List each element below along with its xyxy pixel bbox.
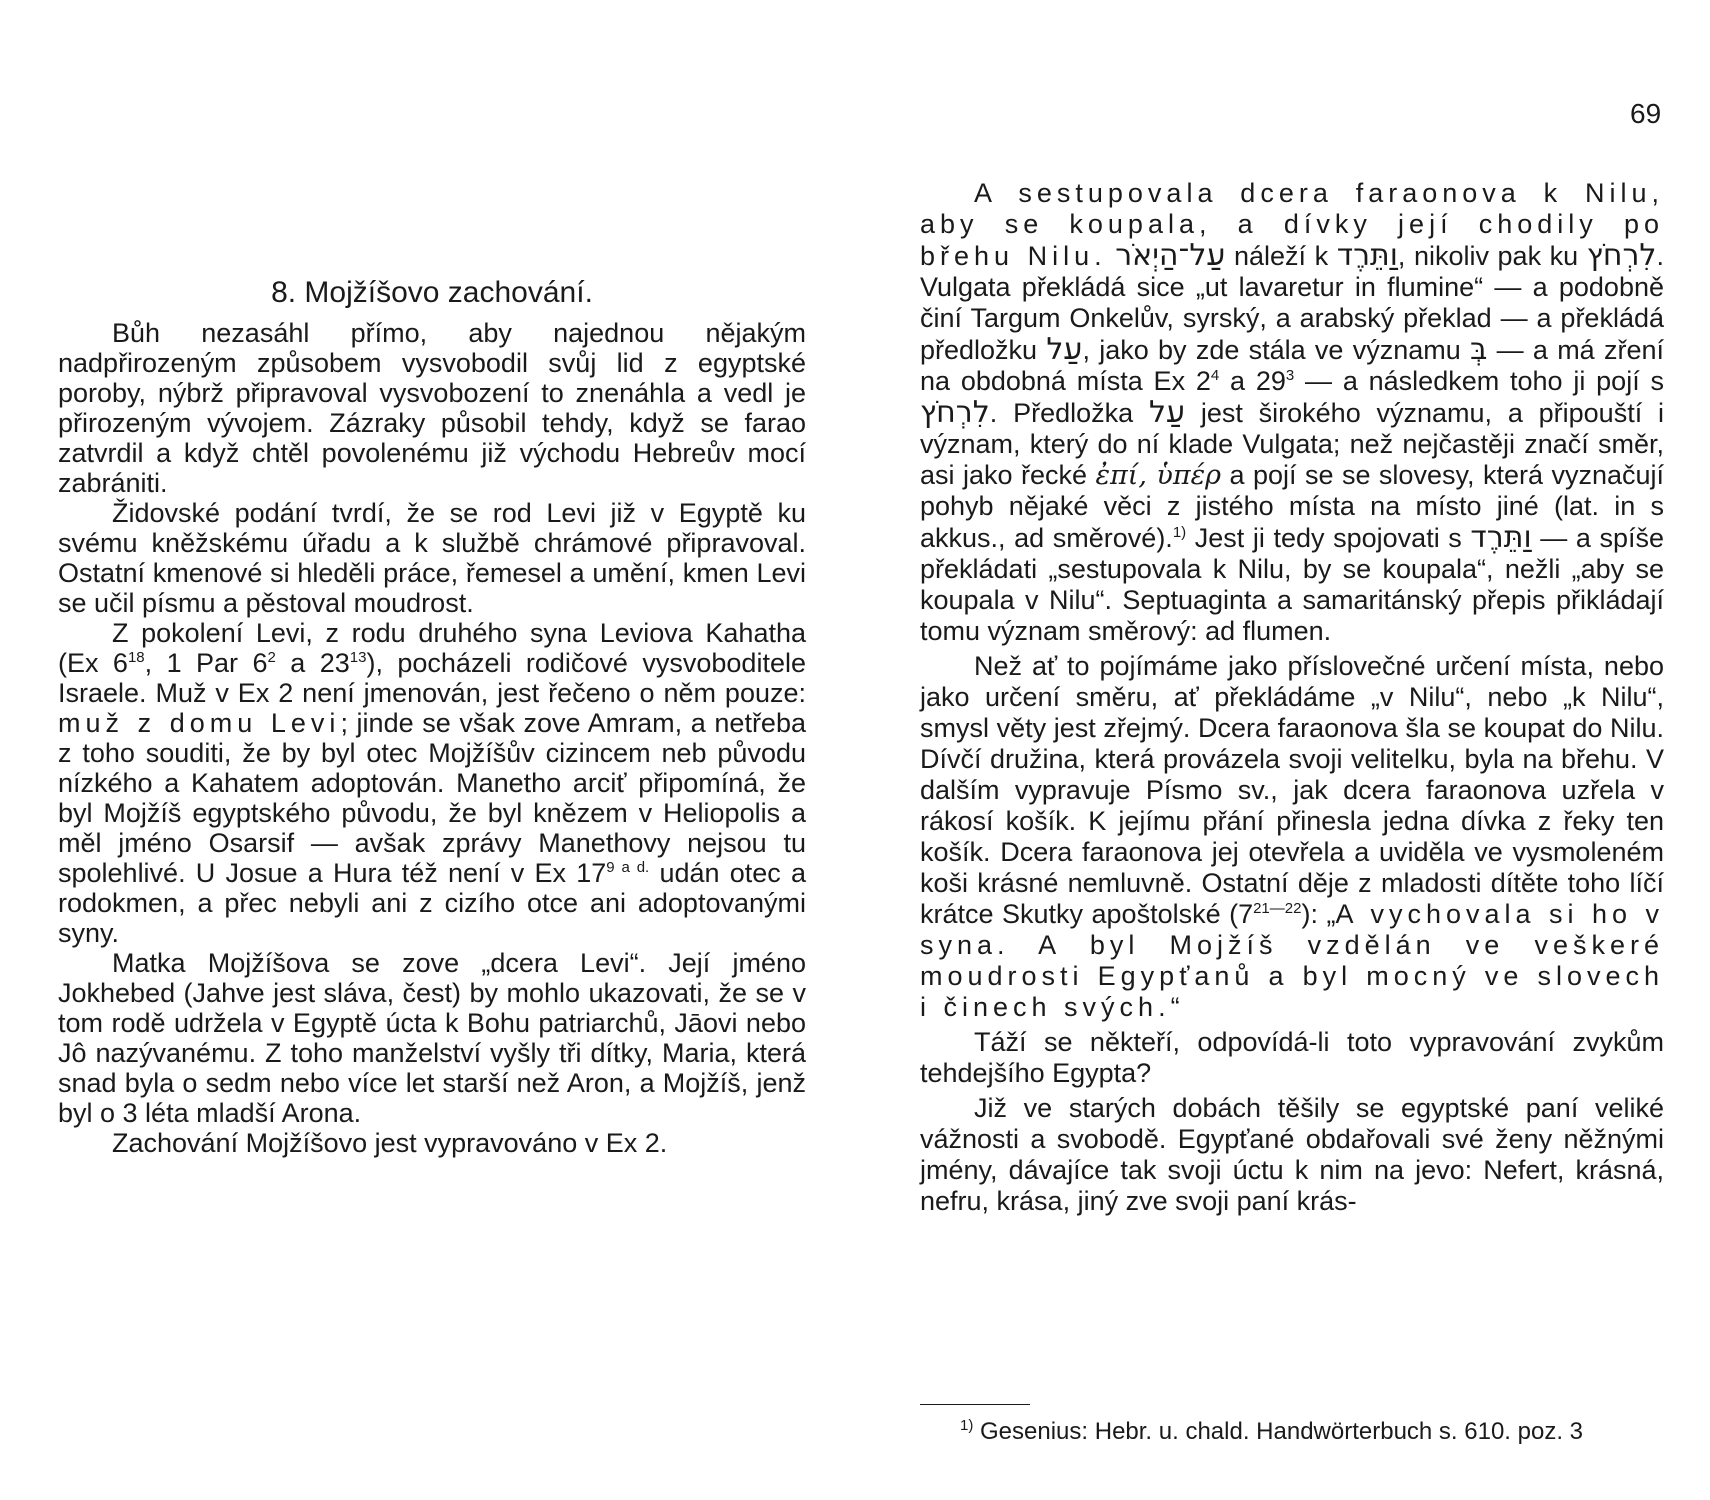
footnote-marker: 1) bbox=[960, 1417, 974, 1434]
spaced-quote: muž z domu Levi bbox=[58, 708, 341, 738]
hebrew-word: וַתֵּרֶד bbox=[1336, 238, 1398, 273]
spaced-quote: A sestupovala dcera faraonova k Nilu, aby se koupala, a dívky její chodily po břehu Nilu. bbox=[920, 178, 1664, 271]
hebrew-word: עַל bbox=[1046, 332, 1083, 367]
left-column bbox=[58, 278, 806, 1158]
spaced-quote: A vychovala si ho v syna. A byl Mojžíš vzdělán ve veškeré moudrosti Egypťanů a byl mocný ve slovech i činech svých. bbox=[920, 899, 1664, 1022]
hebrew-word: וַתֵּרֶד bbox=[1470, 520, 1532, 555]
paragraph: A sestupovala dcera faraonova k Nilu, aby se koupala, a dívky její chodily po břehu Nilu. עַל־הַיְאֹר náleží k וַתֵּרֶד, nikoliv pak ku לִרְחֹץ. Vulgata překládá sice „ut lavaretur in flumine“ — a podobně činí Targum Onkelův, syrský, a arabský překlad — a překládá předložku עַל, jako by zde stála ve významu בְּ — a má zření na obdobná místa Ex $2^4$ a $29^3$ — a následkem toho ji pojí s לִרְחֹץ. Předložka עַל jest širokého významu, a připouští i význam, který do ní klade Vulgata; než nejčastěji značí směr, asi jako řecké ἐπί, ὑπέρ a pojí se se slovesy, která vyznačují pohyb nějaké věci z jistého místa na místo jiné (lat. in s akkus., ad směrové).$^{1)}$ Jest ji tedy spojovati s וַתֵּרֶד — a spíše překládati „sestupovala k Nilu, by se koupala“, nežli „aby se koupala v Nilu“. Septuaginta a samaritánský přepis přikládají tomu význam směrový: ad flumen. bbox=[920, 178, 1664, 646]
footnote-ref: 1) bbox=[1172, 524, 1187, 541]
hebrew-word: עַל bbox=[1148, 395, 1186, 430]
chapter-title: 8. Mojžíšovo zachování. bbox=[271, 276, 593, 309]
footnote: $^{1)}$ Gesenius: Hebr. u. chald. Handwörterbuch s. 610. poz. 3 bbox=[960, 1417, 1584, 1445]
paragraph: Z pokolení Levi, z rodu druhého syna Leviova Kahatha (Ex $6^{18}$, 1 Par $6^2$ a $23^{13}$), pocházeli rodičové vysvoboditele Israele. Muž v Ex 2 není jmenován, jest řečeno o něm pouze: muž z domu Levi; jinde se však zove Amram, a netřeba z toho souditi, že by byl otec Mojžíšův cizincem neb původu nízkého a Kahatem adoptován. Manetho arciť připomíná, že byl Mojžíš egyptského původu, že byl knězem v Heliopolis a měl jméno Osarsif — avšak zprávy Manethovy nejsou tu spolehlivé. U Josue a Hura též není v Ex $17^{9 a d.}$ udán otec a rodokmen, a přec nebyli ani z cizího otce ani adoptovanými syny. bbox=[58, 618, 806, 948]
hebrew-word: לִרְחֹץ bbox=[920, 395, 990, 430]
paragraph: Matka Mojžíšova se zove „dcera Levi“. Její jméno Jokhebed (Jahve jest sláva, čest) by mohlo ukazovati, že se v tom rodě udržela v Egyptě úcta k Bohu patriarchů, Jāovi nebo Jô nazývanému. Z toho manželství vyšly tři dítky, Maria, která snad byla o sedm nebo více let starší než Aron, a Mojžíš, jenž byl o 3 léta mladší Arona. bbox=[58, 948, 806, 1128]
paragraph: Bůh nezasáhl přímo, aby najednou nějakým nadpřirozeným způsobem vysvobodil svůj lid z egyptské poroby, nýbrž připravoval vysvobození to znenáhla a vedl je přirozeným vývojem. Zázraky působil tehdy, když se farao zatvrdil a když chtěl povolenému již východu Hebreův mocí zabrániti. bbox=[58, 318, 806, 498]
right-column bbox=[920, 178, 1664, 1217]
paragraph: Židovské podání tvrdí, že se rod Levi již v Egyptě ku svému kněžskému úřadu a k službě chrámové připravoval. Ostatní kmenové si hleděli práce, řemesel a umění, kmen Levi se učil písmu a pěstoval moudrost. bbox=[58, 498, 806, 618]
paragraph: Táží se někteří, odpovídá-li toto vypravování zvykům tehdejšího Egypta? bbox=[920, 1027, 1664, 1088]
page-number: 69 bbox=[1630, 98, 1662, 129]
footnote-divider bbox=[920, 1404, 1030, 1405]
hebrew-word: עַל־הַיְאֹר bbox=[1115, 238, 1226, 273]
hebrew-word: בְּ bbox=[1470, 332, 1488, 367]
paragraph: Než ať to pojímáme jako příslovečné určení místa, nebo jako určení směru, ať překládáme „v Nilu“, nebo „k Nilu“, smysl věty jest zřejmý. Dcera faraonova šla se koupat do Nilu. Dívčí družina, která provázela svoji velitelku, byla na břehu. V dalším vypravuje Písmo sv., jak dcera faraonova uzřela v rákosí košík. K jejímu přání přinesla jedna dívka z řeky ten košík. Dcera faraonova jej otevřela a uviděla ve vysmoleném koši krásné nemluvně. Ostatní děje z mladosti dítěte toho líčí krátce Skutky apoštolské $(7^{21—22})$: „A vychovala si ho v syna. A byl Mojžíš vzdělán ve veškeré moudrosti Egypťanů a byl mocný ve slovech i činech svých.“ bbox=[920, 651, 1664, 1022]
paragraph: Zachování Mojžíšovo jest vypravováno v Ex 2. bbox=[112, 1128, 668, 1158]
greek-words: ἐπί, ὑπέρ bbox=[1095, 460, 1221, 491]
hebrew-word: לִרְחֹץ bbox=[1586, 238, 1657, 273]
paragraph: Již ve starých dobách těšily se egyptské paní veliké vážnosti a svobodě. Egypťané obdařovali své ženy něžnými jmény, dávajíce tak svoji úctu k nim na jevo: Nefert, krásná, nefru, krása, jiný zve svoji paní krás- bbox=[920, 1093, 1664, 1216]
